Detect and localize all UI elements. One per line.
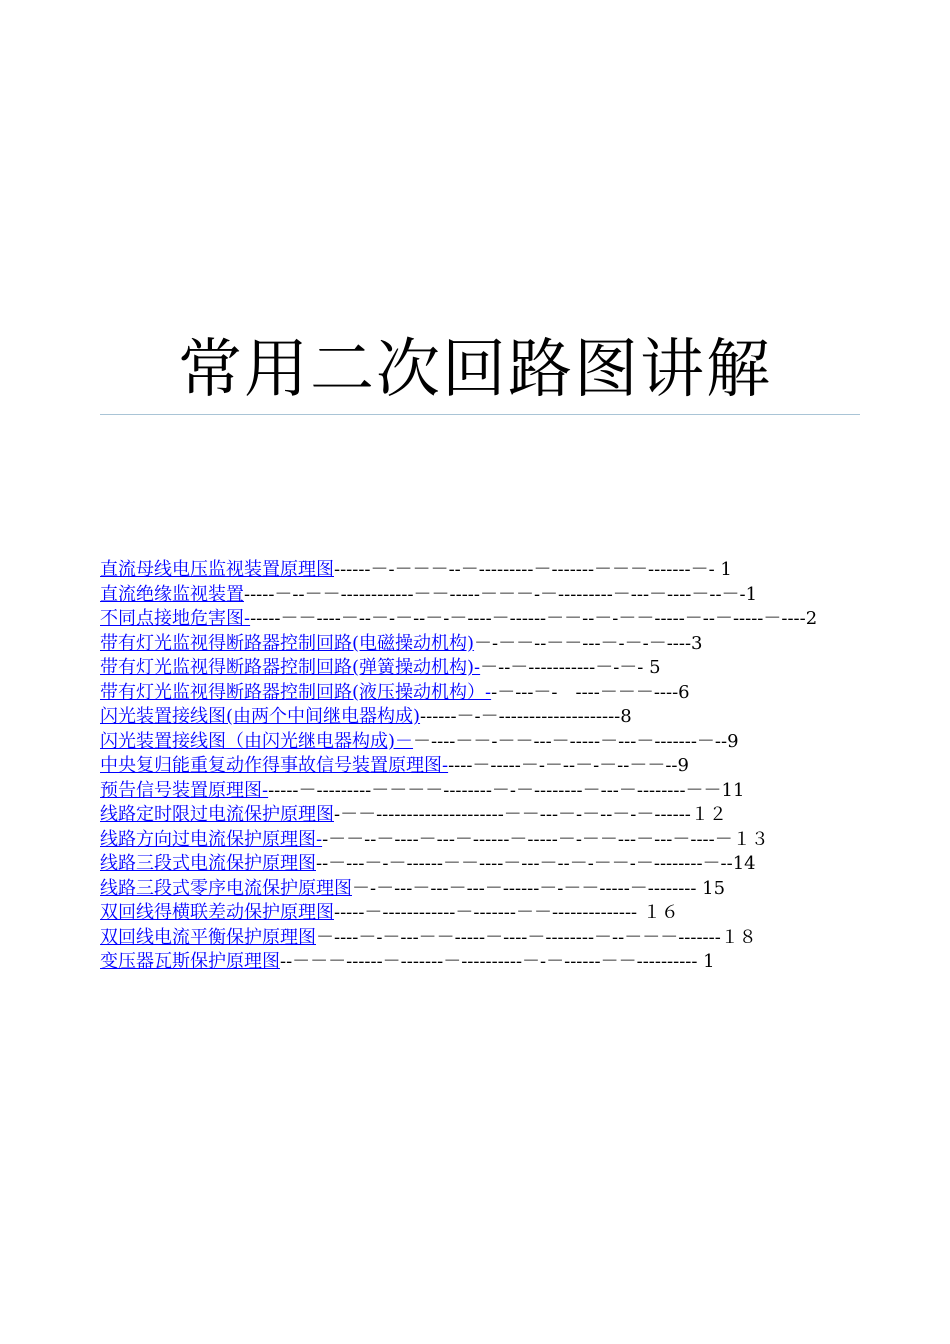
- title-divider: [100, 414, 860, 415]
- toc-link[interactable]: 线路三段式电流保护原理图: [100, 853, 316, 874]
- toc-link[interactable]: 线路三段式零序电流保护原理图: [100, 877, 352, 899]
- toc-entry: [100, 950, 860, 975]
- toc-entry: [100, 583, 860, 608]
- toc-leader-page: -－－---------------------－－---－-－--－-－------１２: [334, 804, 727, 825]
- toc-entry: [100, 558, 860, 583]
- toc-leader-page: ------－-－--------------------8: [420, 706, 632, 727]
- toc-leader-page: --－－－------－-------－----------－-－------－－---------- 1: [280, 951, 715, 972]
- toc-link[interactable]: 闪光装置接线图(由两个中间继电器构成): [100, 706, 421, 727]
- toc-leader-page: --－---－-－------－－----－---－--－-－－-－--------－--14: [316, 853, 756, 874]
- toc-leader-page: -----－－----－--－-－--－-－----－------－－--－-－－-----－--－-----－----2: [250, 608, 818, 629]
- toc-leader-page: -－－--－----－---－------－-----－-－－---－---－----－１３: [322, 828, 769, 850]
- toc-entry: [100, 779, 860, 804]
- toc-leader-page: －-－－--－－---－-－-－----3: [474, 632, 703, 654]
- toc-entry: [100, 705, 860, 730]
- toc-entry: [100, 632, 860, 657]
- toc-link[interactable]: 不同点接地危害图-: [100, 608, 251, 629]
- toc-link[interactable]: 直流绝缘监视装置: [100, 583, 244, 605]
- table-of-contents: [100, 558, 860, 975]
- toc-link[interactable]: 带有灯光监视得断路器控制回路(电磁操动机构): [100, 632, 475, 654]
- toc-link[interactable]: 预告信号装置原理图-: [100, 779, 269, 801]
- toc-leader-page: -－---－- ----－－－----6: [491, 681, 690, 703]
- toc-leader-page: -----－--－－------------－－-----－－－-－---------－---－----－--－-1: [244, 583, 758, 605]
- document-title: 常用二次回路图讲解: [178, 333, 772, 407]
- toc-link[interactable]: 双回线得横联差动保护原理图: [100, 902, 334, 923]
- toc-link[interactable]: 变压器瓦斯保护原理图: [100, 951, 280, 972]
- toc-entry: [100, 803, 860, 828]
- toc-entry: [100, 852, 860, 877]
- toc-link[interactable]: 闪光装置接线图（由闪光继电器构成)－: [100, 730, 414, 752]
- toc-entry: [100, 828, 860, 853]
- toc-link[interactable]: 带有灯光监视得断路器控制回路(弹簧操动机构)-: [100, 657, 481, 678]
- toc-link[interactable]: 双回线电流平衡保护原理图: [100, 926, 316, 948]
- toc-entry: [100, 681, 860, 706]
- toc-entry: [100, 901, 860, 926]
- toc-leader-page: －----－－-－－---－-----－---－-------－--9: [413, 730, 739, 752]
- toc-leader-page: -----－------------－-------－－-------------- １６: [334, 902, 679, 923]
- toc-entry: [100, 754, 860, 779]
- toc-link[interactable]: 直流母线电压监视装置原理图: [100, 559, 334, 580]
- toc-link[interactable]: 线路定时限过电流保护原理图: [100, 804, 334, 825]
- toc-entry: [100, 656, 860, 681]
- toc-entry: [100, 730, 860, 755]
- toc-leader-page: －-－---－---－---－------－-－－-----－-------- 15: [352, 877, 726, 899]
- toc-leader-page: －--－-----------－-－- 5: [480, 657, 661, 678]
- toc-link[interactable]: 线路方向过电流保护原理图-: [100, 828, 323, 850]
- toc-leader-page: －----－-－---－－-----－----－--------－--－－－-------１８: [316, 926, 757, 948]
- toc-link[interactable]: 带有灯光监视得断路器控制回路(液压操动机构）-: [100, 681, 492, 703]
- toc-leader-page: ----－-----－-－--－-－--－－--9: [448, 755, 689, 776]
- toc-entry: [100, 926, 860, 951]
- toc-link[interactable]: 中央复归能重复动作得事故信号装置原理图-: [100, 755, 449, 776]
- toc-leader-page: -----－---------－－－－--------－-－--------－---－--------－－11: [268, 779, 745, 801]
- toc-leader-page: ------－-－－－--－---------－-------－－－-------－- 1: [334, 559, 732, 580]
- toc-entry: [100, 607, 860, 632]
- toc-entry: [100, 877, 860, 902]
